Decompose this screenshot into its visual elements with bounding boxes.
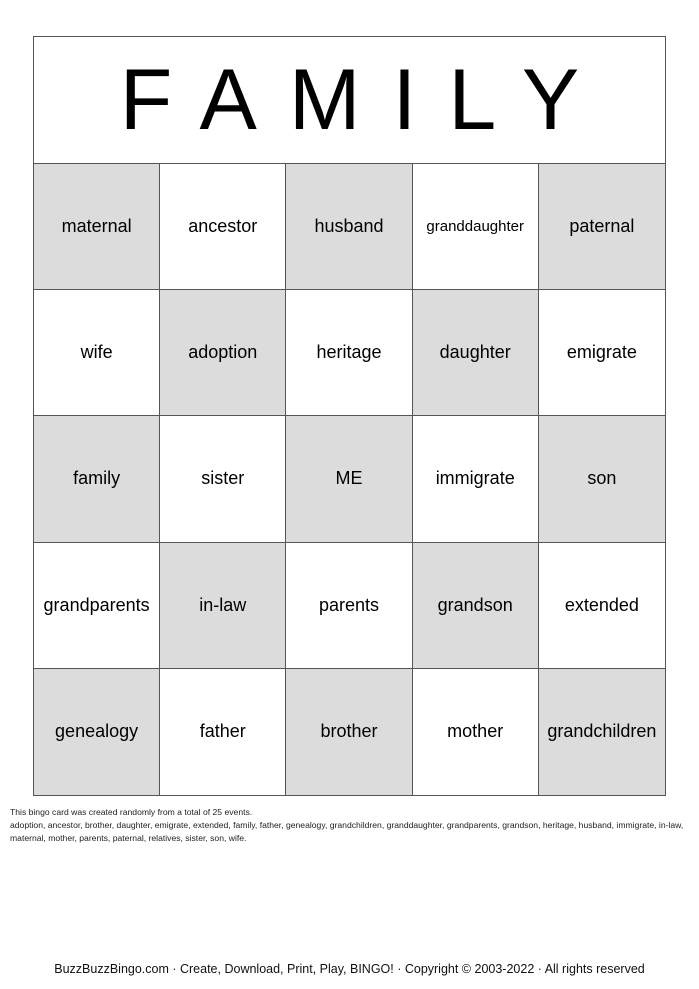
bingo-cell: father — [160, 669, 286, 795]
bingo-cell: in-law — [160, 543, 286, 669]
bingo-cell: brother — [286, 669, 412, 795]
bingo-cell: adoption — [160, 290, 286, 416]
bingo-cell: emigrate — [539, 290, 665, 416]
bingo-cell: husband — [286, 164, 412, 290]
bingo-cell: paternal — [539, 164, 665, 290]
bingo-cell: son — [539, 416, 665, 542]
card-title: FAMILY — [34, 37, 665, 164]
notes-summary: This bingo card was created randomly from a total of 25 events. — [10, 807, 253, 817]
bingo-cell: heritage — [286, 290, 412, 416]
bingo-cell: maternal — [34, 164, 160, 290]
bingo-cell: family — [34, 416, 160, 542]
bingo-cell: sister — [160, 416, 286, 542]
bingo-cell: grandchildren — [539, 669, 665, 795]
bingo-cell: ancestor — [160, 164, 286, 290]
bingo-cell: grandson — [413, 543, 539, 669]
card-notes — [10, 806, 690, 845]
bingo-cell: immigrate — [413, 416, 539, 542]
bingo-cell: mother — [413, 669, 539, 795]
bingo-cell: extended — [539, 543, 665, 669]
footer-copyright: BuzzBuzzBingo.com · Create, Download, Print, Play, BINGO! · Copyright © 2003-2022 · All rights reserved — [54, 962, 645, 976]
notes-word-list: adoption, ancestor, brother, daughter, emigrate, extended, family, father, genealogy, grandchildren, granddaughter, grandparents, grandson, heritage, husband, immigrate, in-law, maternal, mother, parents, paternal, relatives, sister, son, wife. — [10, 820, 684, 843]
bingo-card — [33, 36, 666, 796]
bingo-cell: ME — [286, 416, 412, 542]
bingo-cell: parents — [286, 543, 412, 669]
bingo-cell: wife — [34, 290, 160, 416]
bingo-cell: granddaughter — [413, 164, 539, 290]
bingo-cell: daughter — [413, 290, 539, 416]
bingo-grid — [34, 164, 665, 795]
bingo-cell: genealogy — [34, 669, 160, 795]
bingo-cell: grandparents — [34, 543, 160, 669]
